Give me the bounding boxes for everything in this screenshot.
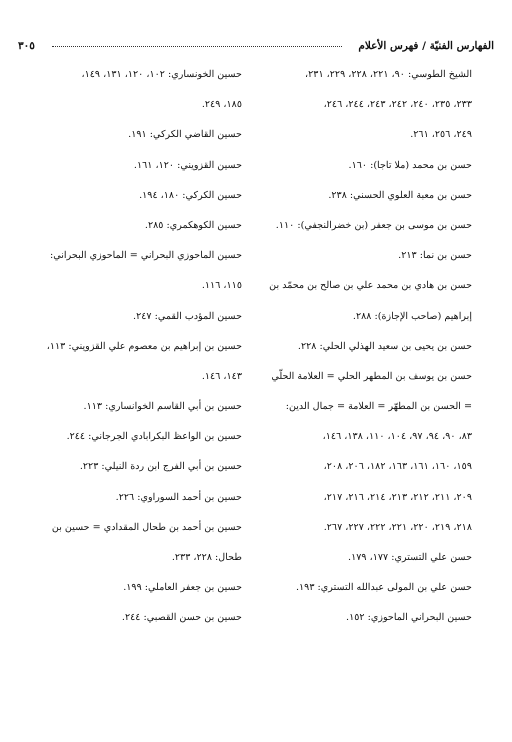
index-entry-line: حسن بن معبة العلوي الحسني: ٢٣٨. [328,189,472,201]
index-entry-line: حسن علي بن المولى عبدالله التستري: ١٩٣. [295,582,472,594]
index-entry-line: ٢٣٣، ٢٣٥، ٢٤٠، ٢٤٢، ٢٤٣، ٢٤٤، ٢٤٦، [323,99,472,111]
index-entry-line: حسن بن نما: ٢١٣. [398,250,472,262]
index-entry-line: ١٤٣، ١٤٦. [201,370,242,382]
index-entry-line: حسن بن يحيى بن سعيد الهذلي الحلي: ٢٢٨. [297,340,472,352]
index-entry-line: حسين المؤدب القمي: ٢٤٧. [133,310,242,322]
running-header [18,38,494,54]
index-entry-line: حسن بن موسى بن جعفر (بن خضرالنجفي): ١١٠. [275,219,472,231]
index-entry-line: ١٨٥، ٢٤٩. [201,99,242,111]
index-entry-line: الشيخ الطوسي: ٩٠، ٢٢١، ٢٢٨، ٢٢٩، ٢٣١، [305,69,472,80]
index-entry-line: حسن بن محمد (ملا تاجا): ١٦٠. [348,159,472,171]
index-entry-line: حسين بن أبي الفرج ابن ردة النيلي: ٢٢٣. [79,461,242,473]
index-entry-line: حسين الكركي: ١٨٠، ١٩٤. [139,189,242,201]
page-number: ٣٠٥ [18,40,35,52]
index-entry-line: حسين الكوهكمري: ٢٨٥. [144,219,242,231]
index-entry-line: حسين بن حسن القصبي: ٢٤٤. [121,612,242,624]
header-dot-leader [52,46,342,47]
index-entry-line: ٢١٨، ٢١٩، ٢٢٠، ٢٢١، ٢٢٢، ٢٢٧، ٢٦٧. [323,521,472,533]
index-entry-line: حسين بن أبي القاسم الخوانساري: ١١٣. [83,401,242,413]
index-entry-line: حسين البحراني الماحوزي: ١٥٢. [346,612,472,624]
index-entry-line: حسن بن هادي بن محمد علي بن صالح بن محمّد بن [269,280,472,292]
index-entry-line: حسين القاضي الكركي: ١٩١. [128,129,242,141]
index-entry-line: حسين بن أحمد بن طحال المقدادي = حسين بن [51,521,242,533]
index-entry-line: ٢٤٩، ٢٥٦، ٢٦١. [410,129,472,141]
index-entry-line: ٨٣، ٩٠، ٩٤، ٩٧، ١٠٤، ١١٠، ١٣٨، ١٤٦، [322,431,472,443]
index-column-right [254,60,472,634]
index-entry-line: حسن بن يوسف بن المطهر الحلي = العلامة الحلّي [271,370,472,382]
index-entry-line: طحال: ٢٢٨، ٢٣٣. [171,552,242,563]
index-entry-line: حسين القزويني: ١٢٠، ١٦١. [133,159,242,171]
index-entry-line: حسين بن الواعظ البكرابادي الجرجاني: ٢٤٤. [66,431,242,443]
index-entry-line: حسين بن جعفر العاملي: ١٩٩. [123,582,242,594]
index-entry-line: ١٥٩، ١٦٠، ١٦١، ١٦٣، ١٨٢، ٢٠٦، ٢٠٨، [323,461,472,473]
index-entry-line: = الحسن بن المطهّر = العلامة = جمال الدين: [285,401,472,413]
index-entry-line: حسين الخونساري: ١٠٢، ١٢٠، ١٣١، ١٤٩، [81,69,242,80]
index-entry-line: حسن علي التستري: ١٧٧، ١٧٩. [348,552,472,563]
index-entry-line: حسين بن أحمد السوراوي: ٢٢٦. [115,491,242,503]
header-title: الفهارس الفنيّة / فهرس الأعلام [358,40,494,52]
index-entry-line: ٢٠٩، ٢١١، ٢١٢، ٢١٣، ٢١٤، ٢١٦، ٢١٧، [323,491,472,503]
index-entry-line: حسين الماحوزي البحراني = الماحوزي البحراني: [50,250,242,262]
index-column-left [12,60,242,634]
index-entry-line: إبراهيم (صاحب الإجازة): ٢٨٨. [352,310,472,322]
index-entry-line: ١١٥، ١١٦. [201,280,242,292]
index-entry-line: حسين بن إبراهيم بن معصوم علي القزويني: ١١٣، [46,340,242,352]
